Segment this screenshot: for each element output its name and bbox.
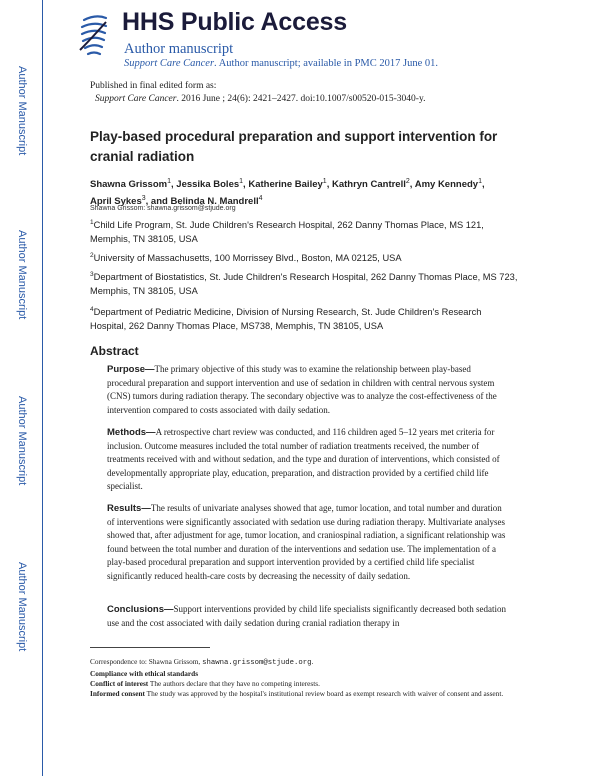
affiliation-number: 4 <box>90 306 94 313</box>
consent-note <box>90 689 520 699</box>
author-separator: , and <box>145 196 171 208</box>
section-label: Results— <box>107 503 151 514</box>
availability-text: . Author manuscript; available in PMC 2017 June 01. <box>214 58 439 69</box>
author: Shawna Grissom <box>90 179 168 191</box>
correspondence-email: shawna.grissom@stjude.org <box>202 659 312 667</box>
compliance-heading <box>90 669 520 679</box>
section-label: Conclusions— <box>107 604 174 615</box>
section-label: Methods— <box>107 427 156 438</box>
affiliation-mark: 4 <box>258 195 263 203</box>
author-separator: , <box>243 179 249 191</box>
citation-details: . 2016 June ; 24(6): 2421–2427. doi:10.1007/s00520-015-3040-y. <box>176 94 426 104</box>
abstract-purpose <box>107 363 511 417</box>
corresponding-email: Shawna Grissom: shawna.grissom@stjude.org <box>90 205 236 212</box>
section-text: The primary objective of this study was to examine the relationship between play-based procedural preparation and support intervention and use of sedation in children with central nervous system (CNS) tumors during radiation therapy. The secondary objective was to analyze the cost-effectiveness of the intervention compared to costs associated with daily sedation. <box>107 364 497 415</box>
affiliation-number: 3 <box>90 271 94 278</box>
compliance-label: Compliance with ethical standards <box>90 669 199 678</box>
affiliation-text: Department of Biostatistics, St. Jude Children's Research Hospital, 262 Danny Thomas Place, MS 723, Memphis, TN 38105, USA <box>90 272 518 296</box>
author: Belinda N. Mandrell <box>170 196 259 208</box>
consent-text: The study was approved by the hospital's institutional review board as exempt research with waiver of consent and assent. <box>144 689 504 698</box>
margin-rule <box>42 0 43 776</box>
conflict-label: Conflict of interest <box>90 679 149 688</box>
availability-line <box>124 58 438 69</box>
correspondence-label: Correspondence to: Shawna Grissom, <box>90 657 203 666</box>
affiliation-number: 1 <box>90 219 94 226</box>
affiliation <box>90 249 520 266</box>
published-note: Published in final edited form as: <box>90 81 217 91</box>
affiliation-mark: 1 <box>478 178 482 185</box>
affiliation <box>90 268 520 298</box>
author-separator: , <box>171 179 177 191</box>
author-separator: , <box>326 179 332 191</box>
side-label-author-manuscript: Author Manuscript <box>16 562 28 652</box>
author: Jessika Boles <box>176 179 240 191</box>
affiliation-mark: 2 <box>405 178 410 185</box>
side-label-author-manuscript: Author Manuscript <box>16 396 28 486</box>
consent-label: Informed consent <box>90 689 145 698</box>
affiliation-number: 2 <box>90 252 94 259</box>
hhs-public-access-title: HHS Public Access <box>122 8 347 36</box>
abstract-results <box>107 502 511 583</box>
author-separator: , <box>481 179 485 191</box>
affiliation <box>90 303 520 333</box>
citation-line <box>95 94 425 104</box>
section-text: A retrospective chart review was conducted, and 116 children aged 5–12 years met criteria for inclusion. Outcome measures included the total number of radiation treatments received, the number of treatments received with and without sedation, and the type and duration of interventions, which consisted of developmentally appropriate play, education, preparation, and distraction provided by a certified child life specialist. <box>107 427 500 491</box>
affiliation-mark: 1 <box>322 178 327 185</box>
author: Kathryn Cantrell <box>331 179 406 191</box>
abstract-methods <box>107 426 511 494</box>
author-separator: , <box>409 179 415 191</box>
abstract-heading: Abstract <box>90 344 139 358</box>
affiliation-text: University of Massachusetts, 100 Morrissey Blvd., Boston, MA 02125, USA <box>93 253 402 264</box>
hhs-eagle-logo-icon <box>76 10 112 62</box>
citation-journal: Support Care Cancer <box>95 94 177 104</box>
author: Amy Kennedy <box>414 179 479 191</box>
section-label: Purpose— <box>107 364 155 375</box>
author: April Sykes <box>90 196 142 208</box>
affiliation-mark: 3 <box>141 195 146 203</box>
section-text: The results of univariate analyses showed that age, tumor location, and total number and duration of interventions were significantly associated with sedation use during radiation therapy. Multivariate analyses showed that, after adjustment for age, tumor location, and craniospinal radiation, a significant relationship was found between the total number and duration of the interventions and sedation use. The implementation of a play-based procedural preparation and support intervention provided by a certified child life specialist significantly reduced health-care costs by decreasing the necessity of daily sedation. <box>107 503 506 581</box>
correspondence-note <box>90 657 520 668</box>
paper-title: Play-based procedural preparation and support intervention for cranial radiation <box>90 129 498 164</box>
footnote-rule <box>90 647 210 648</box>
abstract-conclusions <box>107 603 511 630</box>
conflict-text: The authors declare that they have no competing interests. <box>148 679 320 688</box>
affiliation-text: Child Life Program, St. Jude Children's Research Hospital, 262 Danny Thomas Place, MS 121, Memphis, TN 38105, USA <box>90 220 484 244</box>
side-label-author-manuscript: Author Manuscript <box>16 66 28 156</box>
side-label-author-manuscript: Author Manuscript <box>16 230 28 320</box>
author: Katherine Bailey <box>248 179 323 191</box>
section-text: Support interventions provided by child life specialists significantly decreased both sedation use and the cost associated with daily sedation during cranial radiation therapy in <box>107 604 506 628</box>
conflict-note <box>90 679 520 689</box>
affiliation-mark: 1 <box>239 178 244 185</box>
correspondence-end: . <box>311 657 314 666</box>
affiliation <box>90 216 520 246</box>
affiliation-mark: 1 <box>167 178 171 185</box>
author-manuscript-subtitle: Author manuscript <box>124 41 234 57</box>
journal-name: Support Care Cancer <box>124 58 215 69</box>
affiliation-text: Department of Pediatric Medicine, Division of Nursing Research, St. Jude Children's Research Hospital, 262 Danny Thomas Place, MS738, Memphis, TN 38105, USA <box>90 307 482 331</box>
